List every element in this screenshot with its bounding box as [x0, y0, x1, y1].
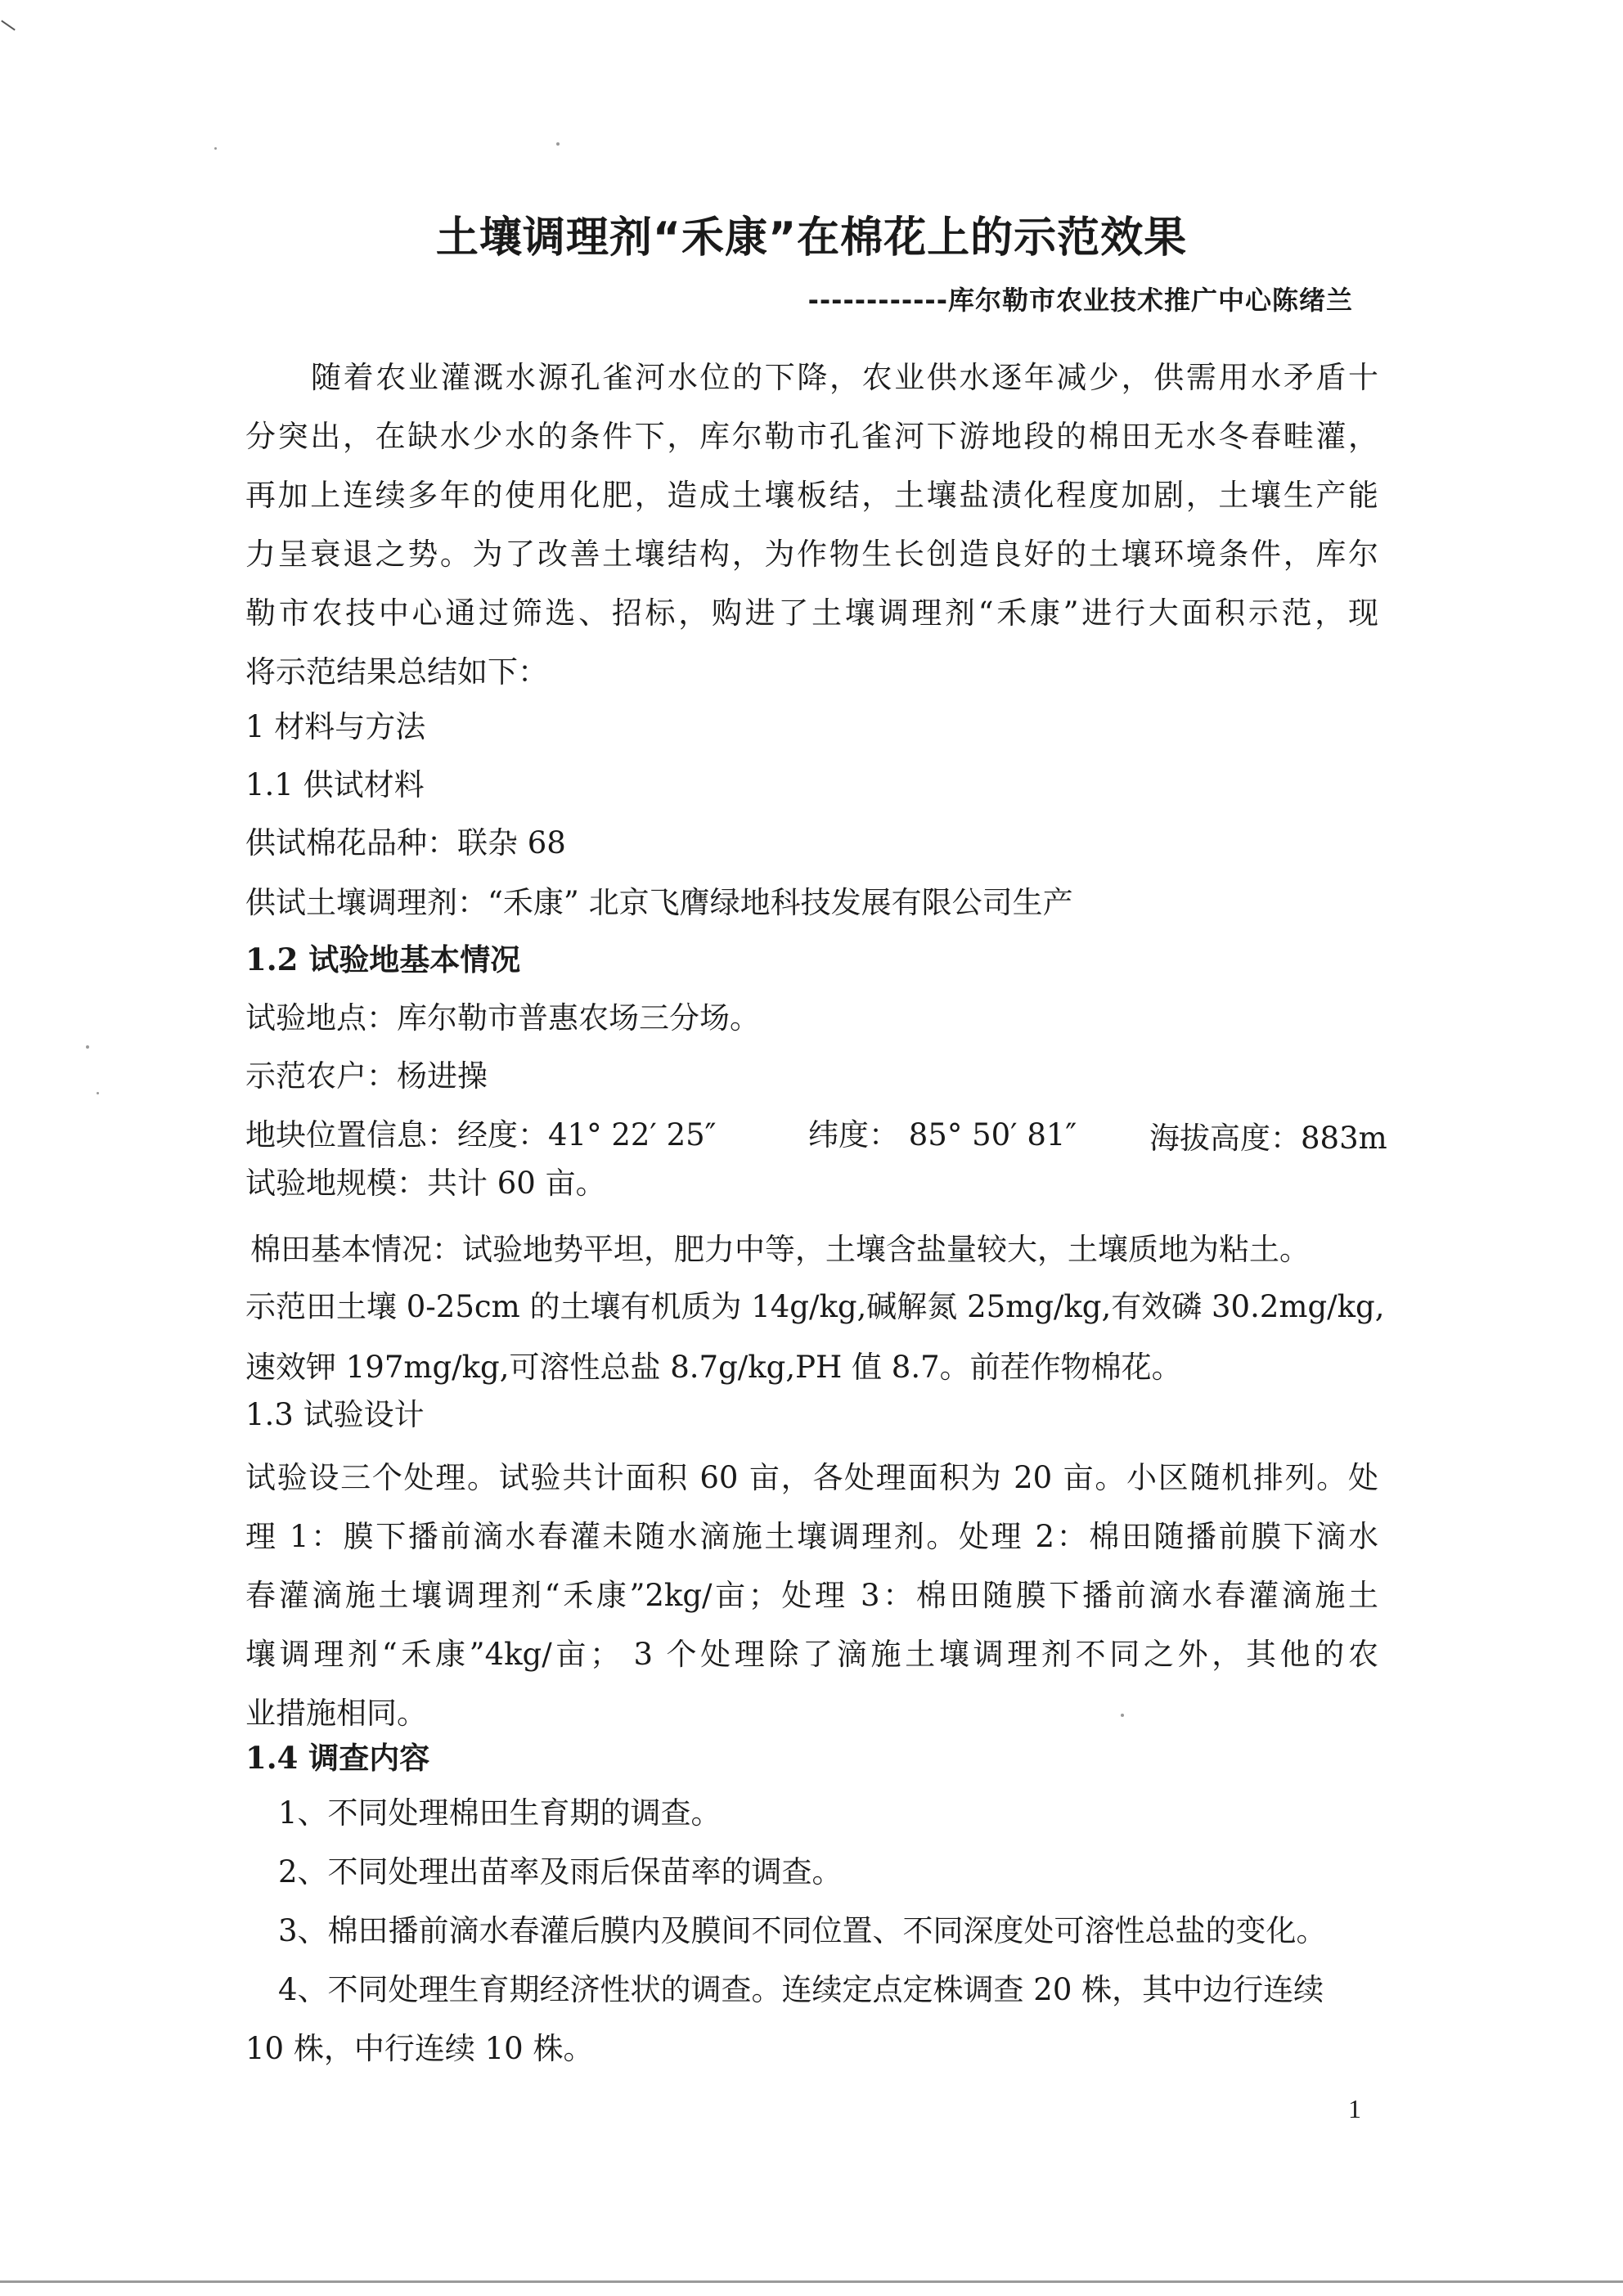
scan-speck	[97, 1092, 99, 1094]
intro-line: 勒市农技中心通过筛选、招标，购进了土壤调理剂“禾康”进行大面积示范，现	[245, 595, 1378, 631]
survey-item: 1、不同处理棉田生育期的调查。	[278, 1795, 722, 1831]
design-line: 春灌滴施土壤调理剂“禾康”2kg/亩；处理 3：棉田随膜下播前滴水春灌滴施土	[245, 1578, 1378, 1613]
design-line: 壤调理剂“禾康”4kg/亩； 3 个处理除了滴施土壤调理剂不同之外，其他的农	[245, 1637, 1378, 1672]
section-heading: 1 材料与方法	[245, 709, 426, 744]
field-basic-line: 棉田基本情况：试验地势平坦，肥力中等，土壤含盐量较大，土壤质地为粘土。	[250, 1232, 1310, 1267]
scan-speck	[1121, 1714, 1124, 1717]
subsection-heading: 1.2 试验地基本情况	[245, 941, 521, 977]
scan-speck	[214, 147, 217, 150]
intro-line: 力呈衰退之势。为了改善土壤结构，为作物生长创造良好的土壤环境条件，库尔	[245, 537, 1378, 572]
scale-line: 试验地规模：共计 60 亩。	[245, 1166, 606, 1201]
intro-line: 随着农业灌溉水源孔雀河水位的下降，农业供水逐年减少，供需用水矛盾十	[311, 360, 1378, 395]
altitude-value: 海拔高度：883m	[1149, 1121, 1387, 1156]
latitude-value: 纬度： 85° 50′ 81″	[808, 1117, 1077, 1152]
intro-line: 分突出，在缺水少水的条件下，库尔勒市孔雀河下游地段的棉田无水冬春畦灌，	[245, 419, 1378, 454]
scan-speck	[556, 142, 560, 146]
intro-line: 将示范结果总结如下：	[245, 654, 548, 690]
conditioner-line: 供试土壤调理剂：“禾康” 北京飞膺绿地科技发展有限公司生产	[245, 885, 1073, 920]
variety-line: 供试棉花品种：联杂 68	[245, 825, 566, 860]
scan-edge-mark	[1, 20, 16, 30]
document-title: 土壤调理剂“禾康”在棉花上的示范效果	[435, 213, 1188, 263]
subsection-heading: 1.3 试验设计	[245, 1397, 425, 1432]
farmer-line: 示范农户：杨进操	[245, 1058, 488, 1094]
site-line: 试验地点：库尔勒市普惠农场三分场。	[245, 1000, 760, 1036]
survey-item: 10 株，中行连续 10 株。	[245, 2031, 594, 2066]
design-line: 理 1：膜下播前滴水春灌未随水滴施土壤调理剂。处理 2：棉田随播前膜下滴水	[245, 1519, 1378, 1554]
field-basic-line: 速效钾 197mg/kg,可溶性总盐 8.7g/kg,PH 值 8.7。前茬作物棉花。	[245, 1350, 1182, 1385]
design-line: 业措施相同。	[245, 1696, 427, 1731]
page-number: 1	[1348, 2094, 1361, 2123]
author-line: ------------库尔勒市农业技术推广中心陈绪兰	[807, 285, 1353, 316]
field-basic-line: 示范田土壤 0-25cm 的土壤有机质为 14g/kg,碱解氮 25mg/kg,有效磷 30.2mg/kg,	[245, 1289, 1385, 1324]
location-line: 地块位置信息：经度：41° 22′ 25″	[245, 1117, 717, 1152]
survey-item: 2、不同处理出苗率及雨后保苗率的调查。	[278, 1854, 843, 1889]
scan-speck	[86, 1045, 89, 1049]
subsection-heading: 1.4 调查内容	[245, 1740, 430, 1776]
design-line: 试验设三个处理。试验共计面积 60 亩，各处理面积为 20 亩。小区随机排列。处	[245, 1460, 1378, 1495]
scan-bottom-rule	[0, 2280, 1623, 2283]
subsection-heading: 1.1 供试材料	[245, 767, 425, 802]
intro-line: 再加上连续多年的使用化肥，造成土壤板结，土壤盐渍化程度加剧，土壤生产能	[245, 478, 1378, 513]
survey-item: 4、不同处理生育期经济性状的调查。连续定点定株调查 20 株，其中边行连续	[278, 1972, 1324, 2007]
survey-item: 3、棉田播前滴水春灌后膜内及膜间不同位置、不同深度处可溶性总盐的变化。	[278, 1913, 1327, 1948]
